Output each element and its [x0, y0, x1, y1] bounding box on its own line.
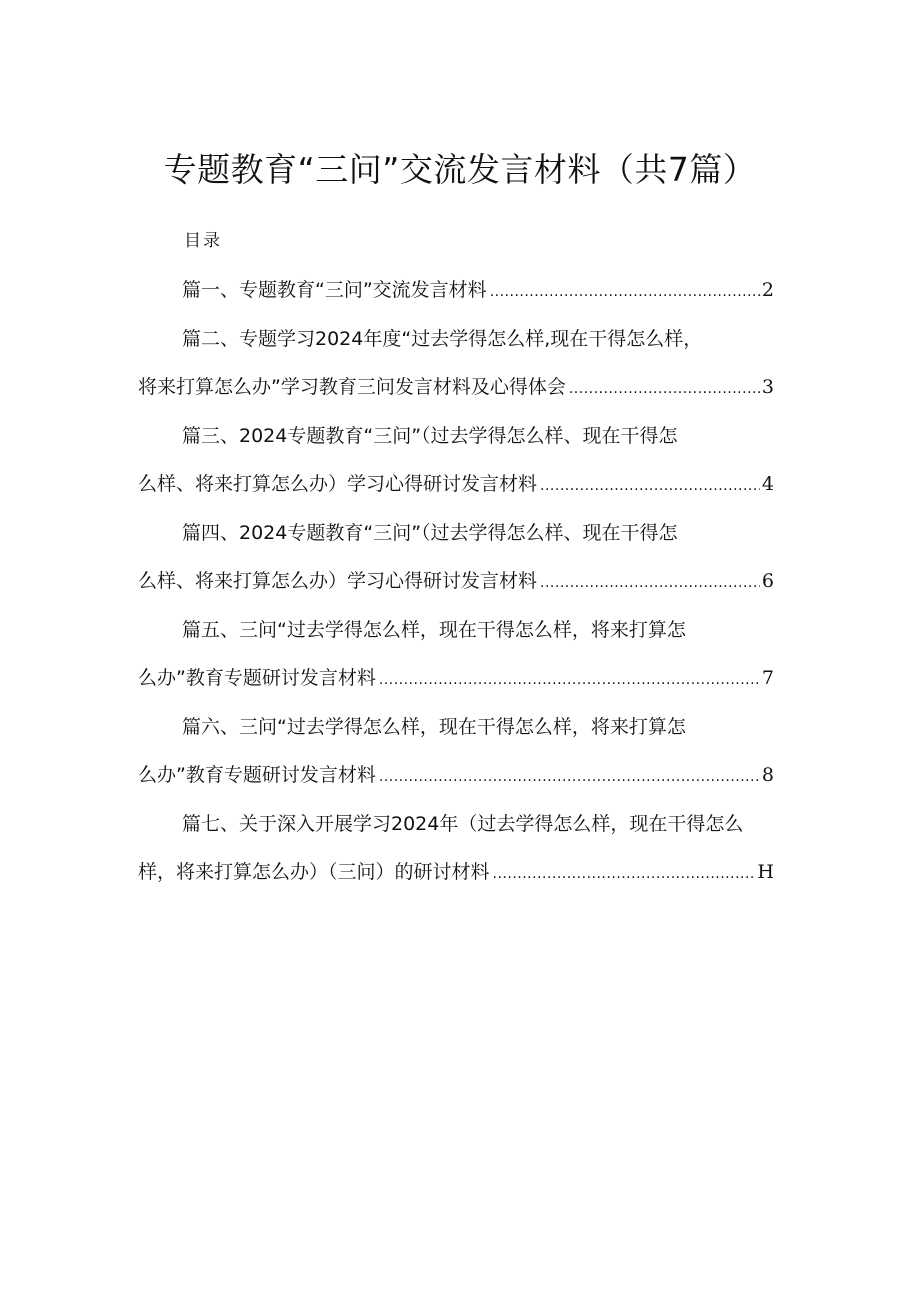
toc-entry-title: 么样、将来打算怎么办）学习心得研讨发言材料	[138, 473, 538, 495]
toc-dot-leader	[569, 365, 760, 414]
toc-page-number: 7	[761, 667, 774, 689]
toc-entry-line: 篇五、三问“过去学得怎么样，现在干得怎么样，将来打算怎	[182, 618, 686, 641]
toc-entry-line	[0, 654, 774, 703]
toc-page-number: 8	[761, 764, 774, 786]
toc-entry[interactable]	[0, 266, 920, 315]
toc-entry-line	[0, 363, 774, 412]
toc-page-number: 2	[761, 279, 774, 301]
toc-entry-line: 篇六、三问“过去学得怎么样，现在干得怎么样，将来打算怎	[182, 715, 686, 738]
toc-entry[interactable]	[0, 509, 920, 606]
toc-page-number: 4	[761, 473, 774, 495]
toc-dot-leader	[379, 656, 760, 705]
toc-entry[interactable]	[0, 315, 920, 412]
toc-dot-leader	[540, 559, 760, 608]
toc-page-number: 3	[761, 376, 774, 398]
toc-entry[interactable]	[0, 606, 920, 703]
document-title: 专题教育“三问”交流发言材料（共7篇）	[163, 150, 757, 189]
toc-dot-leader	[490, 268, 760, 317]
toc-entry-line	[0, 266, 774, 315]
toc-entry-title: 将来打算怎么办”学习教育三问发言材料及心得体会	[138, 376, 566, 398]
toc-entry-line: 篇三、2024专题教育“三问”（过去学得怎么样、现在干得怎	[182, 424, 678, 447]
toc-entry-title: 么样、将来打算怎么办）学习心得研讨发言材料	[138, 570, 538, 592]
toc-page-number: H	[757, 861, 774, 883]
toc-entry-title: 么办”教育专题研讨发言材料	[138, 764, 376, 786]
toc-entry-line	[0, 848, 774, 897]
toc-heading: 目录	[184, 231, 222, 251]
toc-dot-leader	[493, 850, 756, 899]
toc-dot-leader	[540, 462, 760, 511]
toc-dot-leader	[379, 753, 760, 802]
toc-entry-title: 篇一、专题教育“三问”交流发言材料	[182, 279, 487, 301]
toc-entry-line: 篇二、专题学习2024年度“过去学得怎么样,现在干得怎么样，	[182, 327, 703, 350]
toc-entry-line	[0, 557, 774, 606]
toc-page-number: 6	[761, 570, 774, 592]
toc-entry-line: 篇七、关于深入开展学习2024年（过去学得怎么样，现在干得怎么	[182, 812, 744, 835]
table-of-contents	[0, 266, 920, 897]
toc-entry-line: 篇四、2024专题教育“三问”（过去学得怎么样、现在干得怎	[182, 521, 678, 544]
toc-entry-title: 样，将来打算怎么办）（三问）的研讨材料	[138, 861, 490, 883]
toc-entry[interactable]	[0, 800, 920, 897]
toc-entry-line	[0, 751, 774, 800]
toc-entry[interactable]	[0, 412, 920, 509]
toc-entry-title: 么办”教育专题研讨发言材料	[138, 667, 376, 689]
toc-entry-line	[0, 460, 774, 509]
toc-entry[interactable]	[0, 703, 920, 800]
